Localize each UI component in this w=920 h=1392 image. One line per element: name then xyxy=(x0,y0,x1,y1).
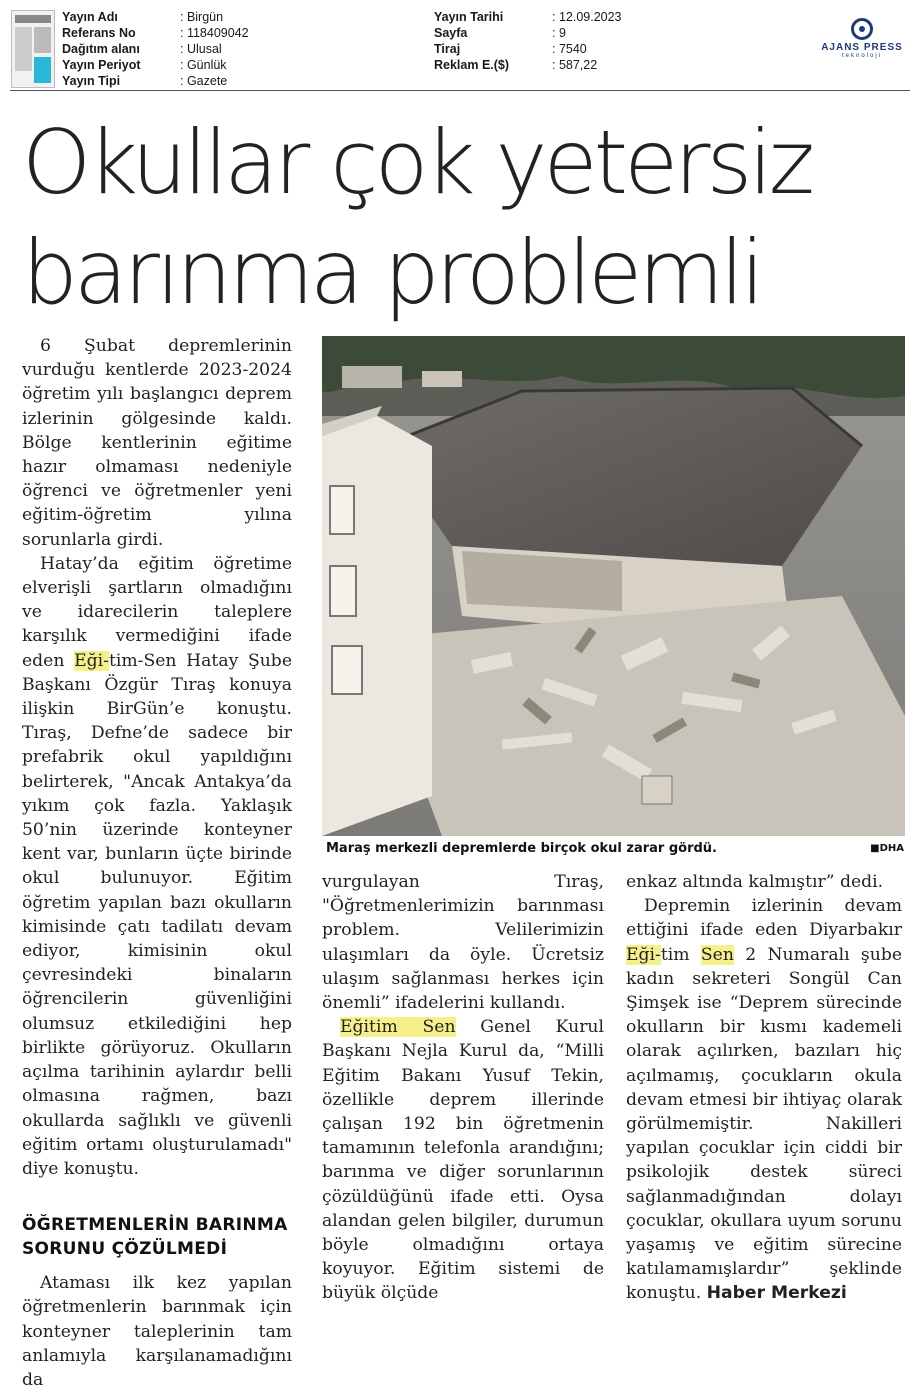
page-thumbnail xyxy=(11,10,55,88)
meta-value: : 12.09.2023 xyxy=(552,10,622,24)
paragraph: Ataması ilk kez yapılan öğretmenlerin barınmak için konteyner taleplerinin tam anlamıyla karşılanamadığını da xyxy=(22,1273,292,1390)
meta-value: : 118409042 xyxy=(180,26,249,40)
paragraph: 6 Şubat depremlerinin vurduğu kentlerde 2023-2024 öğretim yılı başlangıcı deprem izlerinin gölgesinde kaldı. Bölge kentlerinin eğitime hazır olmaması nedeniyle öğrenci ve öğretmenler yeni eğitim-öğretim yılına sorunlarla girdi. xyxy=(22,336,292,550)
article-column-1 xyxy=(22,334,292,1392)
section-subhead: ÖĞRETMENLERİN BARINMA SORUNU ÇÖZÜLMEDİ xyxy=(22,1215,288,1260)
highlight: Eğitim Sen xyxy=(340,1017,456,1038)
meta-label: Yayın Tipi xyxy=(62,74,121,88)
header-divider xyxy=(10,90,910,91)
meta-left xyxy=(62,9,249,89)
paragraph: vurgulayan Tıraş, "Öğretmenlerimizin barınması problem. Velilerimizin ulaşımları da öyle. Ücretsiz ulaşım sağlanması herkes için önemli” ifadelerini kullandı. xyxy=(322,872,604,1014)
meta-label: Yayın Tarihi xyxy=(434,10,504,24)
paragraph: enkaz altında kalmıştır” dedi. xyxy=(626,872,884,892)
highlight: Eği- xyxy=(74,650,109,671)
meta-label: Yayın Adı xyxy=(62,10,118,24)
headline-line-1: Okullar çok yetersiz xyxy=(22,111,811,214)
clipping-header xyxy=(0,0,920,92)
paragraph: Eğitim Sen Genel Kurul Başkanı Nejla Kurul da, “Milli Eğitim Bakanı Yusuf Tekin, özellikle deprem illerinde çalışan 192 bin öğretmenin tamamının telefonla arandığını; barınma ve diğer sorunlarının çözüldüğünü ifade etti. Oysa alandan gelen bilgiler, durumun böyle olmadığını ortaya koyuyor. Eğitim sistemi de büyük ölçüde xyxy=(322,1017,604,1304)
ajans-press-logo xyxy=(812,18,912,59)
meta-value: : 7540 xyxy=(552,42,587,56)
meta-value: : Gazete xyxy=(180,74,228,88)
signature: Haber Merkezi xyxy=(706,1283,847,1304)
paragraph: Hatay’da eğitim öğretime elverişli şartların olmadığını ve idarecilerin taleplere karşılık vermediğini ifade eden Eği-tim-Sen Hatay Şube Başkanı Özgür Tıraş konuya ilişkin BirGün’e konuştu. Tıraş, Defne’de sadece bir prefabrik okul yapıldığını belirterek, "Ancak Antakya’da yıkım çok fazla. Yaklaşık 50’nin üzerinde konteyner kent var, bunların üçte birinde okul bulunuyor. Eğitim öğretim yapılan bazı okulların kimisinde çatı tadilatı devam ediyor, kimisinin okul çevresindeki binaların öğrencilerin güvenliğini olumsuz etkilediğini hep birlikte görüyoruz. Okulların açılma tarihinin aylardır belli olmasına rağmen, bazı okullarda sağlıklı ve güvenli eğitim ortamı oluşturulamadı" diye konuştu. xyxy=(22,553,292,1179)
photo-caption xyxy=(326,841,904,861)
meta-right xyxy=(434,9,622,73)
meta-label: Sayfa xyxy=(434,26,468,40)
headline-line-2: barınma problemli xyxy=(22,221,761,324)
article-column-3 xyxy=(626,870,902,1306)
meta-value: : Ulusal xyxy=(180,42,222,56)
meta-value: : 587,22 xyxy=(552,58,598,72)
meta-label: Tiraj xyxy=(434,42,461,56)
meta-value: : 9 xyxy=(552,26,566,40)
article-photo xyxy=(322,336,905,836)
headline xyxy=(22,108,902,328)
meta-label: Yayın Periyot xyxy=(62,58,141,72)
logo-icon xyxy=(851,18,873,40)
photo-credit: ■DHA xyxy=(870,843,904,854)
meta-label: Referans No xyxy=(62,26,136,40)
collapsed-school-image xyxy=(322,336,905,836)
meta-value: : Birgün xyxy=(180,10,224,24)
logo-sub: teknoloji xyxy=(841,53,882,59)
highlight: Sen xyxy=(700,944,734,965)
meta-label: Reklam E.($) xyxy=(434,58,510,72)
logo-name: AJANS PRESS xyxy=(821,42,903,53)
caption-text: Maraş merkezli depremlerde birçok okul zarar gördü. xyxy=(326,841,717,856)
meta-label: Dağıtım alanı xyxy=(62,42,140,56)
highlight: Eği- xyxy=(626,944,661,965)
paragraph: Depremin izlerinin devam ettiğini ifade eden Diyarbakır Eği-tim Sen 2 Numaralı şube kadın sekreteri Songül Can Şimşek ise “Deprem sürecinde okulların bir kısmı kademeli olarak açılırken, bazıları hiç açılmamış, çocukların okula devam etmesi bir ihtiyaç olarak görülmemiştir. Nakilleri yapılan çocuklar için ciddi bir psikolojik destek süreci sağlanmadığından dolayı çocuklar, okullara uyum sorunu yaşamış ve eğitim sürecine katılamamışlardır” şeklinde konuştu. Haber Merkezi xyxy=(626,896,902,1304)
meta-value: : Günlük xyxy=(180,58,227,72)
article-column-2 xyxy=(322,870,604,1306)
